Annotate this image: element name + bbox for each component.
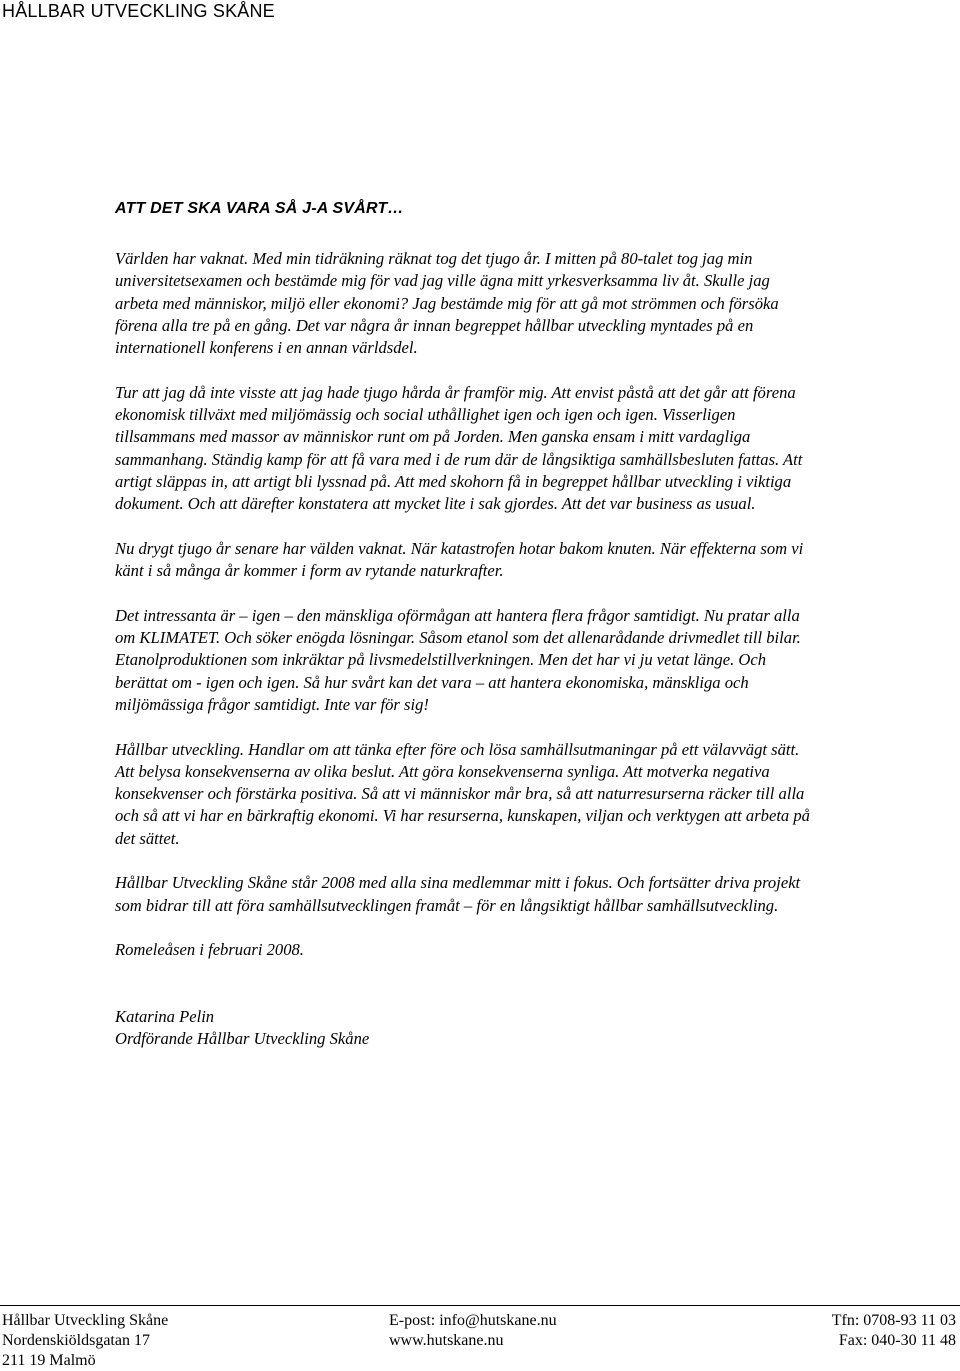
footer-web[interactable]: www.hutskane.nu [389,1332,504,1349]
place-date: Romeleåsen i februari 2008. [115,940,304,960]
paragraph: Hållbar utveckling. Handlar om att tänka efter före och lösa samhällsutmaningar på ett välavvägt sätt. Att belysa konsekvenserna av olika beslut. Att göra konsekvenserna synliga. Att motverka negativa konsekvenser och förstärka positiva. Så att vi människor mår bra, så att naturresurserna räcker till alla och så att vi har en bärkraftig ekonomi. Vi har resurserna, kunskapen, viljan och verktygen att arbeta på det sättet. [115,739,810,848]
footer-contact [389,1311,557,1351]
footer-street: Nordenskiöldsgatan 17 [2,1332,150,1349]
article-body [115,248,815,1051]
signature-space [115,984,815,1006]
paragraph: Det intressanta är – igen – den mänskliga oförmågan att hantera flera frågor samtidigt. Nu pratar alla om KLIMATET. Och söker enögda lösningar. Såsom etanol som det allenarådande drivmedlet till bilar. Etanolproduktionen som inkräktar på livsmedelstillverkningen. Men det har vi ju vetat länge. Och berättat om - igen och igen. Så hur svårt kan det vara – att hantera ekonomiska, mänskliga och miljömässiga frågor samtidigt. Inte var för sig! [115,605,801,714]
page-header [2,1,275,22]
footer-postal: 211 19 Malmö [2,1352,96,1369]
paragraph: Tur att jag då inte visste att jag hade tjugo hårda år framför mig. Att envist påstå att det går att förena ekonomisk tillväxt med miljömässig och social uthållighet igen och igen och igen. Visserligen tillsammans med massor av människor runt om på Jorden. Men ganska ensam i mitt vardagliga sammanhang. Ständig kamp för att få vara med i de rum där de långsiktiga samhällsbesluten fattas. Att artigt släppas in, att artigt bli lyssnad på. Att med skohorn få in begreppet hållbar utveckling i viktiga dokument. Och att därefter konstatera att mycket lite i sak gjordes. Att det var business as usual. [115,382,803,514]
footer-phone-block [832,1311,956,1351]
footer-fax: Fax: 040-30 11 48 [838,1332,956,1349]
article-title [115,200,404,218]
footer-org-name: Hållbar Utveckling Skåne [2,1312,169,1329]
footer-phone: Tfn: 0708-93 11 03 [831,1312,956,1329]
paragraph: Nu drygt tjugo år senare har välden vaknat. När katastrofen hotar bakom knuten. När effekterna som vi känt i så många år kommer i form av rytande naturkrafter. [115,538,804,581]
signature-role: Ordförande Hållbar Utveckling Skåne [115,1029,370,1049]
article-title-text: ATT DET SKA VARA SÅ J-A SVÅRT… [115,200,404,217]
paragraph: Världen har vaknat. Med min tidräkning räknat tog det tjugo år. I mitten på 80-talet tog jag min universitetsexamen och bestämde mig för vad jag ville ägna mitt yrkesverksamma liv åt. Skulle jag arbeta med människor, miljö eller ekonomi? Jag bestämde mig för att gå mot strömmen och försöka förena alla tre på en gång. Det var några år innan begreppet hållbar utveckling myntades på en internationell konferens i en annan världsdel. [115,249,779,358]
header-title: HÅLLBAR UTVECKLING SKÅNE [2,1,275,21]
signature-name: Katarina Pelin [115,1007,215,1027]
footer-divider [0,1305,960,1306]
footer-address [2,1311,168,1371]
paragraph: Hållbar Utveckling Skåne står 2008 med alla sina medlemmar mitt i fokus. Och fortsätter driva projekt som bidrar till att föra samhällsutvecklingen framåt – för en långsiktigt hållbar samhällsutveckling. [115,873,801,915]
footer-email[interactable]: E-post: info@hutskane.nu [389,1312,557,1329]
